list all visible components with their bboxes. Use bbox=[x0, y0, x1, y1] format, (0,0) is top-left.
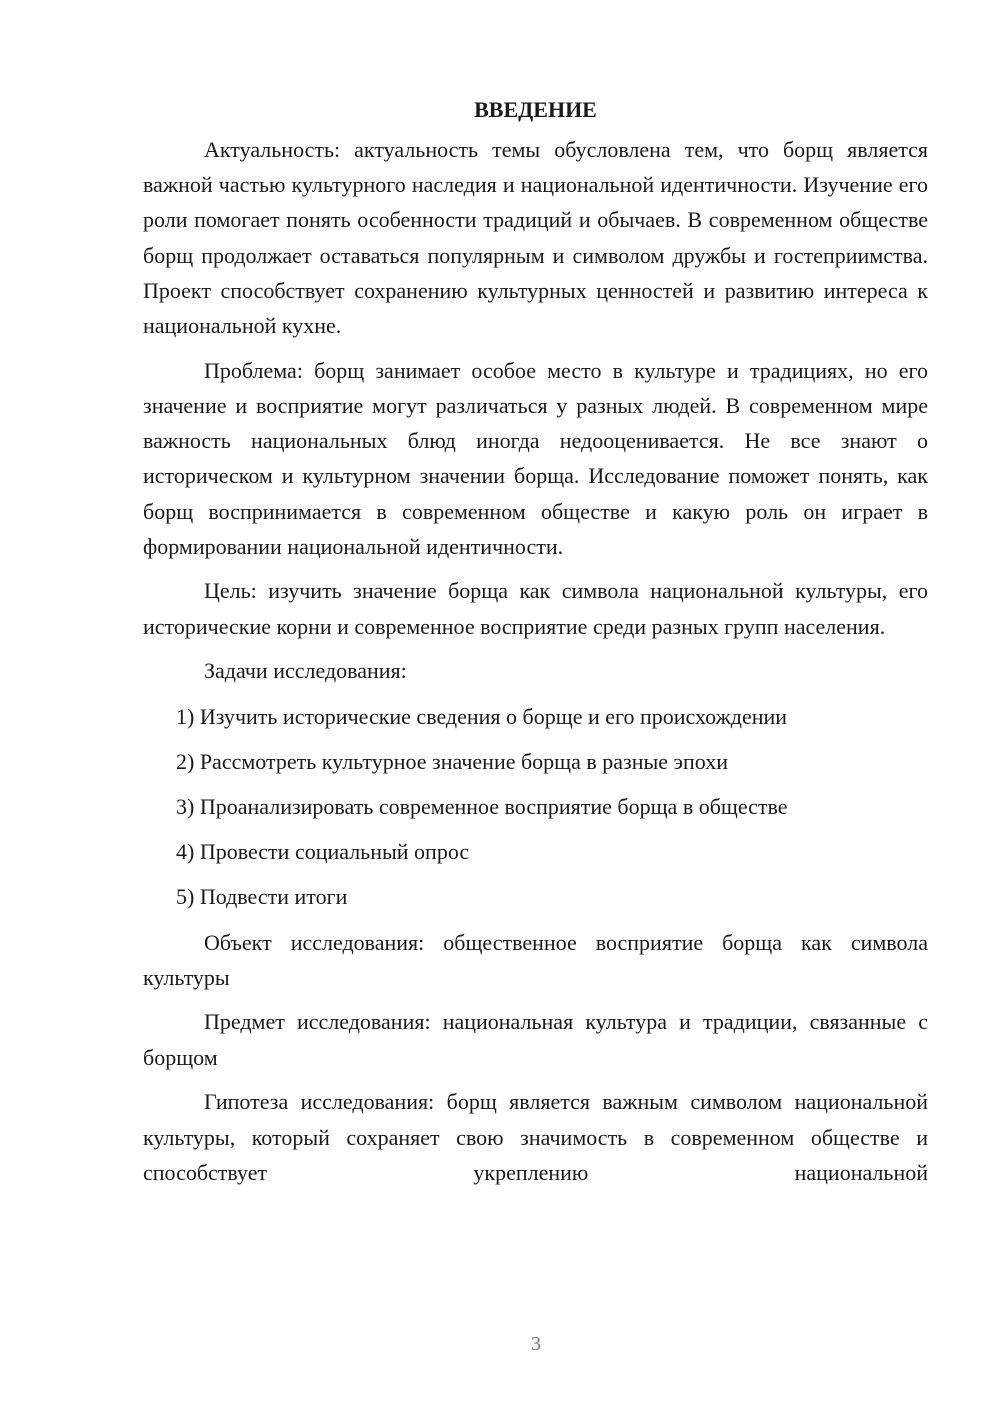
page-number: 3 bbox=[531, 1333, 541, 1355]
relevance-paragraph: Актуальность: актуальность темы обусловлена тем, что борщ является важной частью культурного наследия и национальной идентичности. Изучение его роли помогает понять особенности традиций и обычаев. В современном обществе борщ продолжает оставаться популярным и символом дружбы и гостеприимства. Проект способствует сохранению культурных ценностей и развитию интереса к национальной кухне. bbox=[143, 137, 928, 339]
task-item: 3) Проанализировать современное восприятие борща в обществе bbox=[176, 793, 788, 819]
object-paragraph: Объект исследования: общественное восприятие борща как символа культуры bbox=[143, 929, 928, 990]
task-item: 2) Рассмотреть культурное значение борща в разные эпохи bbox=[176, 748, 728, 774]
hypothesis-paragraph: Гипотеза исследования: борщ является важным символом национальной культуры, который сохраняет свою значимость в современном обществе и способствует укреплению национальной bbox=[143, 1089, 928, 1185]
problem-paragraph: Проблема: борщ занимает особое место в культуре и традициях, но его значение и восприятие могут различаться у разных людей. В современном мире важность национальных блюд иногда недооценивается. Не все знают о историческом и культурном значении борща. Исследование поможет понять, как борщ воспринимается в современном обществе и какую роль он играет в формировании национальной идентичности. bbox=[143, 357, 928, 559]
tasks-heading: Задачи исследования: bbox=[204, 658, 407, 684]
subject-paragraph: Предмет исследования: национальная культура и традиции, связанные с борщом bbox=[143, 1009, 928, 1070]
task-item: 4) Провести социальный опрос bbox=[176, 839, 470, 865]
tasks-list bbox=[143, 699, 928, 915]
page-title: ВВЕДЕНИЕ bbox=[474, 97, 597, 122]
goal-paragraph: Цель: изучить значение борща как символа национальной культуры, его исторические корни и современное восприятие среди разных групп населения. bbox=[143, 578, 928, 639]
document-page bbox=[143, 92, 928, 1190]
task-item: 5) Подвести итоги bbox=[176, 884, 348, 910]
task-item: 1) Изучить исторические сведения о борще и его происхождении bbox=[176, 703, 788, 729]
